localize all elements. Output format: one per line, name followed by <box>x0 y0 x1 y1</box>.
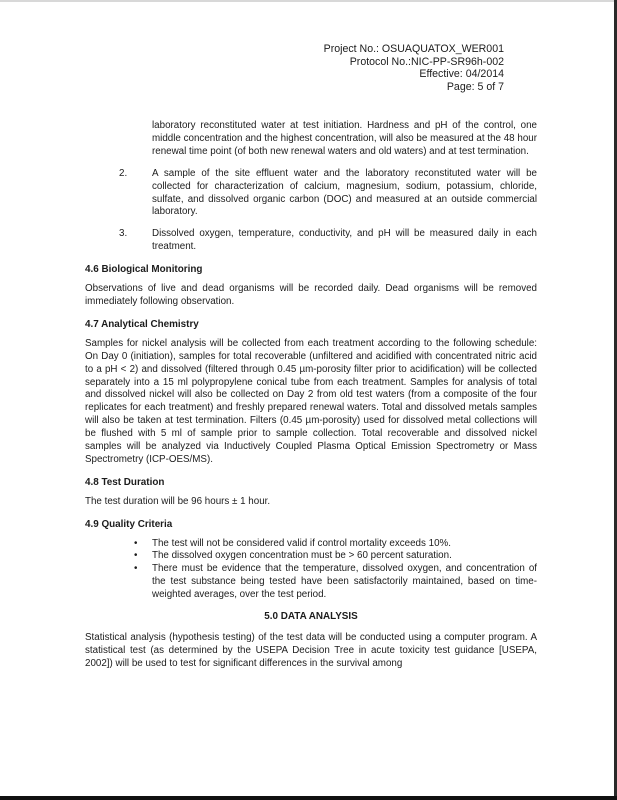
item-number: 3. <box>119 228 128 240</box>
list-item: • There must be evidence that the temperature, dissolved oxygen, and concentration of the test substance being tested have been satisfactorily maintained, based on time-weighted averages, over the test period. <box>134 563 537 601</box>
document-body <box>85 120 537 671</box>
duration-paragraph: The test duration will be 96 hours ± 1 hour. <box>85 495 271 507</box>
data-analysis-paragraph: Statistical analysis (hypothesis testing) of the test data will be conducted using a computer program. A statistical test (as determined by the USEPA Decision Tree in acute toxicity test guidance [USEPA, 2002]) will be used to test for significant differences in the survival among <box>85 632 537 669</box>
item-text: Dissolved oxygen, temperature, conductivity, and pH will be measured daily in each treatment. <box>152 228 537 253</box>
scan-bottom-edge <box>0 796 617 800</box>
numbered-item <box>85 228 537 254</box>
analytical-paragraph: Samples for nickel analysis will be collected from each treatment according to the following schedule: On Day 0 (initiation), samples for total recoverable (unfiltered and acidified with concentrated nitric acid to a pH < 2) and dissolved (filtered through 0.45 µm-porosity filter prior to acidification) will be collected separately into a 15 ml polypropylene conical tube from each treatment. Samples for analysis of total and dissolved nickel will also be collected on Day 2 from old test waters (from a composite of the four replicates for each treatment) and freshly prepared renewal waters. Total and dissolved metals samples will also be taken at test termination. Filters (0.45 µm-porosity) used for dissolved metal collections will be flushed with 5 ml of sample prior to sample collection. Total recoverable and dissolved nickel samples will be analyzed via Inductively Coupled Plasma Optical Emission Spectrometry or Mass Spectrometry (ICP-OES/MS). <box>85 337 537 465</box>
effective-date: Effective: 04/2014 <box>419 68 504 81</box>
numbered-item <box>85 168 537 220</box>
item-number: 2. <box>119 167 128 179</box>
item-text: A sample of the site effluent water and the laboratory reconstituted water will be collected for characterization of calcium, magnesium, sodium, potassium, chloride, sulfate, and dissolved organic carbon (DOC) and measured at an outside commercial laboratory. <box>152 167 537 218</box>
biological-paragraph: Observations of live and dead organisms will be recorded daily. Dead organisms will be removed immediately following observation. <box>85 283 537 307</box>
section-heading-analytical: 4.7 Analytical Chemistry <box>85 318 199 330</box>
section-heading-data-analysis: 5.0 DATA ANALYSIS <box>264 611 358 623</box>
project-number: Project No.: OSUAQUATOX_WER001 <box>323 43 504 55</box>
protocol-number: Protocol No.:NIC-PP-SR96h-002 <box>349 55 504 68</box>
quality-criteria-list <box>85 538 537 603</box>
list-item: • The dissolved oxygen concentration must be > 60 percent saturation. <box>134 550 452 562</box>
document-header <box>324 43 504 93</box>
bullet-icon: • <box>134 563 138 575</box>
section-heading-quality: 4.9 Quality Criteria <box>85 518 173 530</box>
bullet-icon: • <box>134 550 138 562</box>
continuation-paragraph: laboratory reconstituted water at test initiation. Hardness and pH of the control, one middle concentration and the highest concentration, will also be measured at the 48 hour renewal time point (of both new renewal waters and old waters) and at test termination. <box>152 120 537 157</box>
scan-top-edge <box>0 0 617 2</box>
page-number: Page: 5 of 7 <box>446 80 504 93</box>
bullet-icon: • <box>134 537 138 549</box>
section-heading-duration: 4.8 Test Duration <box>85 476 165 488</box>
section-heading-biological: 4.6 Biological Monitoring <box>85 264 203 276</box>
list-item: • The test will not be considered valid if control mortality exceeds 10%. <box>134 537 451 549</box>
